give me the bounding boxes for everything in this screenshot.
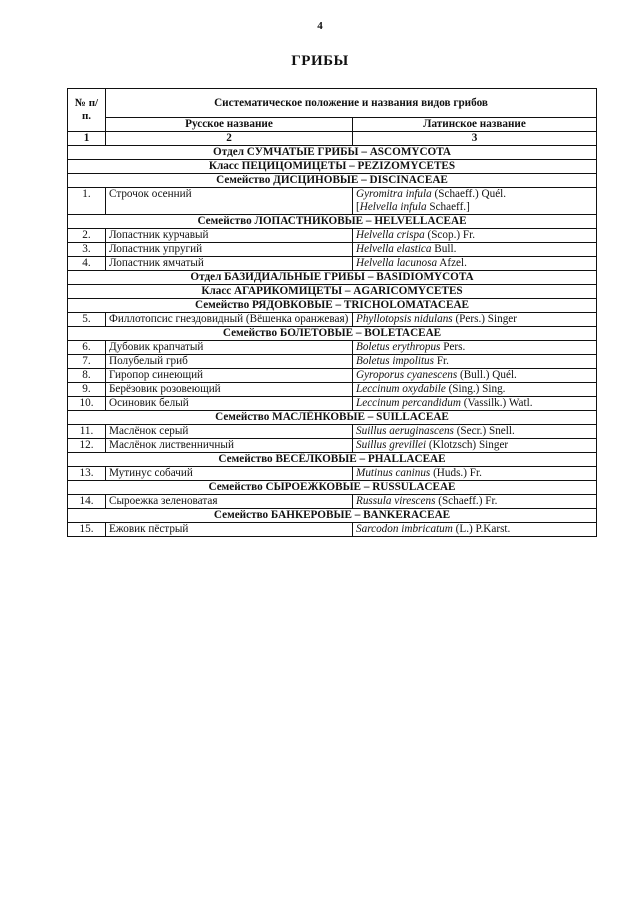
latin-binomial: Mutinus caninus — [356, 467, 431, 479]
latin-authority: (Schaeff.) Fr. — [435, 495, 498, 507]
species-number: 11. — [68, 425, 106, 439]
latin-name — [353, 425, 597, 439]
russian-name: Мутинус собачий — [106, 467, 353, 481]
russian-name: Филлотопсис гнездовидный (Вёшенка оранжевая) — [106, 313, 353, 327]
page-title: ГРИБЫ — [291, 53, 349, 69]
species-row — [68, 243, 597, 257]
section-row — [68, 453, 597, 467]
latin-authority: (Huds.) Fr. — [430, 467, 482, 479]
latin-name — [353, 257, 597, 271]
section-heading: Класс ПЕЦИЦОМИЦЕТЫ – PEZIZOMYCETES — [68, 160, 597, 174]
latin-name-line — [356, 188, 593, 201]
latin-authority: (L.) P.Karst. — [452, 523, 511, 535]
latin-name-line — [356, 439, 593, 452]
russian-name: Строчок осенний — [106, 188, 353, 215]
russian-name: Дубовик крапчатый — [106, 341, 353, 355]
latin-binomial: Helvella crispa — [356, 229, 425, 241]
latin-binomial: Gyromitra infula — [356, 188, 432, 200]
species-number: 3. — [68, 243, 106, 257]
latin-binomial: Russula virescens — [356, 495, 436, 507]
latin-binomial: Gyroporus cyanescens — [356, 369, 458, 381]
section-heading: Семейство ВЕСЁЛКОВЫЕ – PHALLACEAE — [68, 453, 597, 467]
species-number: 10. — [68, 397, 106, 411]
latin-binomial: Suillus grevillei — [356, 439, 427, 451]
column-number-1: 1 — [68, 132, 106, 146]
latin-name — [353, 439, 597, 453]
species-number: 8. — [68, 369, 106, 383]
latin-name — [353, 313, 597, 327]
species-number: 9. — [68, 383, 106, 397]
section-heading: Отдел БАЗИДИАЛЬНЫЕ ГРИБЫ – BASIDIOMYCOTA — [68, 271, 597, 285]
table-body — [68, 146, 597, 537]
section-row — [68, 146, 597, 160]
latin-name — [353, 188, 597, 215]
section-row — [68, 299, 597, 313]
species-row — [68, 313, 597, 327]
latin-name-line — [356, 257, 593, 270]
latin-binomial: Phyllotopsis nidulans — [356, 313, 453, 325]
latin-name — [353, 355, 597, 369]
species-row — [68, 341, 597, 355]
russian-name: Гиропор синеющий — [106, 369, 353, 383]
latin-name-line — [356, 201, 593, 214]
header-latin-name: Латинское название — [353, 118, 597, 132]
latin-name-line — [356, 229, 593, 242]
latin-name — [353, 523, 597, 537]
header-number: № п/п. — [68, 89, 106, 132]
section-row — [68, 481, 597, 495]
latin-authority: (Sing.) Sing. — [445, 383, 506, 395]
species-number: 4. — [68, 257, 106, 271]
latin-name-line — [356, 467, 593, 480]
latin-name — [353, 467, 597, 481]
latin-authority: (Klotzsch) Singer — [426, 439, 509, 451]
latin-name — [353, 495, 597, 509]
section-row — [68, 271, 597, 285]
species-row — [68, 355, 597, 369]
page-number: 4 — [317, 20, 323, 32]
section-row — [68, 509, 597, 523]
russian-name: Берёзовик розовеющий — [106, 383, 353, 397]
latin-name — [353, 369, 597, 383]
latin-name — [353, 397, 597, 411]
species-number: 15. — [68, 523, 106, 537]
species-number: 1. — [68, 188, 106, 215]
latin-authority: [ — [356, 201, 360, 213]
latin-name-line — [356, 523, 593, 536]
russian-name: Маслёнок серый — [106, 425, 353, 439]
species-number: 7. — [68, 355, 106, 369]
latin-name-line — [356, 243, 593, 256]
species-row — [68, 397, 597, 411]
section-row — [68, 174, 597, 188]
section-heading: Семейство ДИСЦИНОВЫЕ – DISCINACEAE — [68, 174, 597, 188]
species-number: 12. — [68, 439, 106, 453]
latin-name-line — [356, 495, 593, 508]
species-row — [68, 369, 597, 383]
latin-binomial: Helvella elastica — [356, 243, 432, 255]
latin-authority: (Pers.) Singer — [452, 313, 517, 325]
latin-authority: Pers. — [440, 341, 466, 353]
latin-authority: (Schaeff.) Quél. — [431, 188, 507, 200]
section-heading: Семейство БАНКЕРОВЫЕ – BANKERACEAE — [68, 509, 597, 523]
latin-authority: Fr. — [434, 355, 449, 367]
column-number-3: 3 — [353, 132, 597, 146]
species-row — [68, 188, 597, 215]
latin-name-line — [356, 355, 593, 368]
latin-authority: Schaeff.] — [426, 201, 470, 213]
latin-binomial: Boletus impolitus — [356, 355, 435, 367]
section-heading: Класс АГАРИКОМИЦЕТЫ – AGARICOMYCETES — [68, 285, 597, 299]
latin-name-line — [356, 369, 593, 382]
latin-binomial: Helvella infula — [359, 201, 427, 213]
species-row — [68, 523, 597, 537]
russian-name: Лопастник упругий — [106, 243, 353, 257]
russian-name: Ежовик пёстрый — [106, 523, 353, 537]
section-heading: Семейство БОЛЕТОВЫЕ – BOLETACEAE — [68, 327, 597, 341]
section-heading: Семейство МАСЛЁНКОВЫЕ – SUILLACEAE — [68, 411, 597, 425]
header-main: Систематическое положение и названия видов грибов — [106, 89, 597, 118]
latin-name — [353, 243, 597, 257]
species-number: 14. — [68, 495, 106, 509]
species-number: 5. — [68, 313, 106, 327]
russian-name: Осиновик белый — [106, 397, 353, 411]
species-row — [68, 425, 597, 439]
species-row — [68, 495, 597, 509]
species-number: 2. — [68, 229, 106, 243]
section-row — [68, 285, 597, 299]
header-russian-name: Русское название — [106, 118, 353, 132]
russian-name: Лопастник ямчатый — [106, 257, 353, 271]
russian-name: Сыроежка зеленоватая — [106, 495, 353, 509]
latin-authority: (Secr.) Snell. — [453, 425, 515, 437]
russian-name: Полубелый гриб — [106, 355, 353, 369]
latin-name — [353, 229, 597, 243]
latin-authority: (Bull.) Quél. — [457, 369, 517, 381]
latin-binomial: Boletus erythropus — [356, 341, 441, 353]
latin-name-line — [356, 341, 593, 354]
species-number: 6. — [68, 341, 106, 355]
latin-name — [353, 383, 597, 397]
latin-binomial: Leccinum percandidum — [356, 397, 461, 409]
latin-name-line — [356, 425, 593, 438]
species-number: 13. — [68, 467, 106, 481]
species-row — [68, 229, 597, 243]
section-row — [68, 327, 597, 341]
section-heading: Семейство ЛОПАСТНИКОВЫЕ – HELVELLACEAE — [68, 215, 597, 229]
column-number-2: 2 — [106, 132, 353, 146]
species-table — [67, 88, 597, 537]
latin-authority: Afzel. — [437, 257, 467, 269]
section-row — [68, 160, 597, 174]
latin-name-line — [356, 383, 593, 396]
section-heading: Отдел СУМЧАТЫЕ ГРИБЫ – ASCOMYCOTA — [68, 146, 597, 160]
section-row — [68, 411, 597, 425]
section-heading: Семейство РЯДОВКОВЫЕ – TRICHOLOMATACEAE — [68, 299, 597, 313]
latin-binomial: Suillus aeruginascens — [356, 425, 454, 437]
russian-name: Лопастник курчавый — [106, 229, 353, 243]
latin-name — [353, 341, 597, 355]
latin-name-line — [356, 397, 593, 410]
russian-name: Маслёнок лиственничный — [106, 439, 353, 453]
latin-name-line — [356, 313, 593, 326]
latin-authority: (Vassilk.) Watl. — [460, 397, 533, 409]
section-heading: Семейство СЫРОЕЖКОВЫЕ – RUSSULACEAE — [68, 481, 597, 495]
latin-binomial: Helvella lacunosa — [356, 257, 438, 269]
latin-binomial: Sarcodon imbricatum — [356, 523, 453, 535]
species-row — [68, 467, 597, 481]
latin-authority: Bull. — [431, 243, 457, 255]
species-row — [68, 257, 597, 271]
species-row — [68, 383, 597, 397]
latin-binomial: Leccinum oxydabile — [356, 383, 446, 395]
species-row — [68, 439, 597, 453]
latin-authority: (Scop.) Fr. — [424, 229, 476, 241]
section-row — [68, 215, 597, 229]
